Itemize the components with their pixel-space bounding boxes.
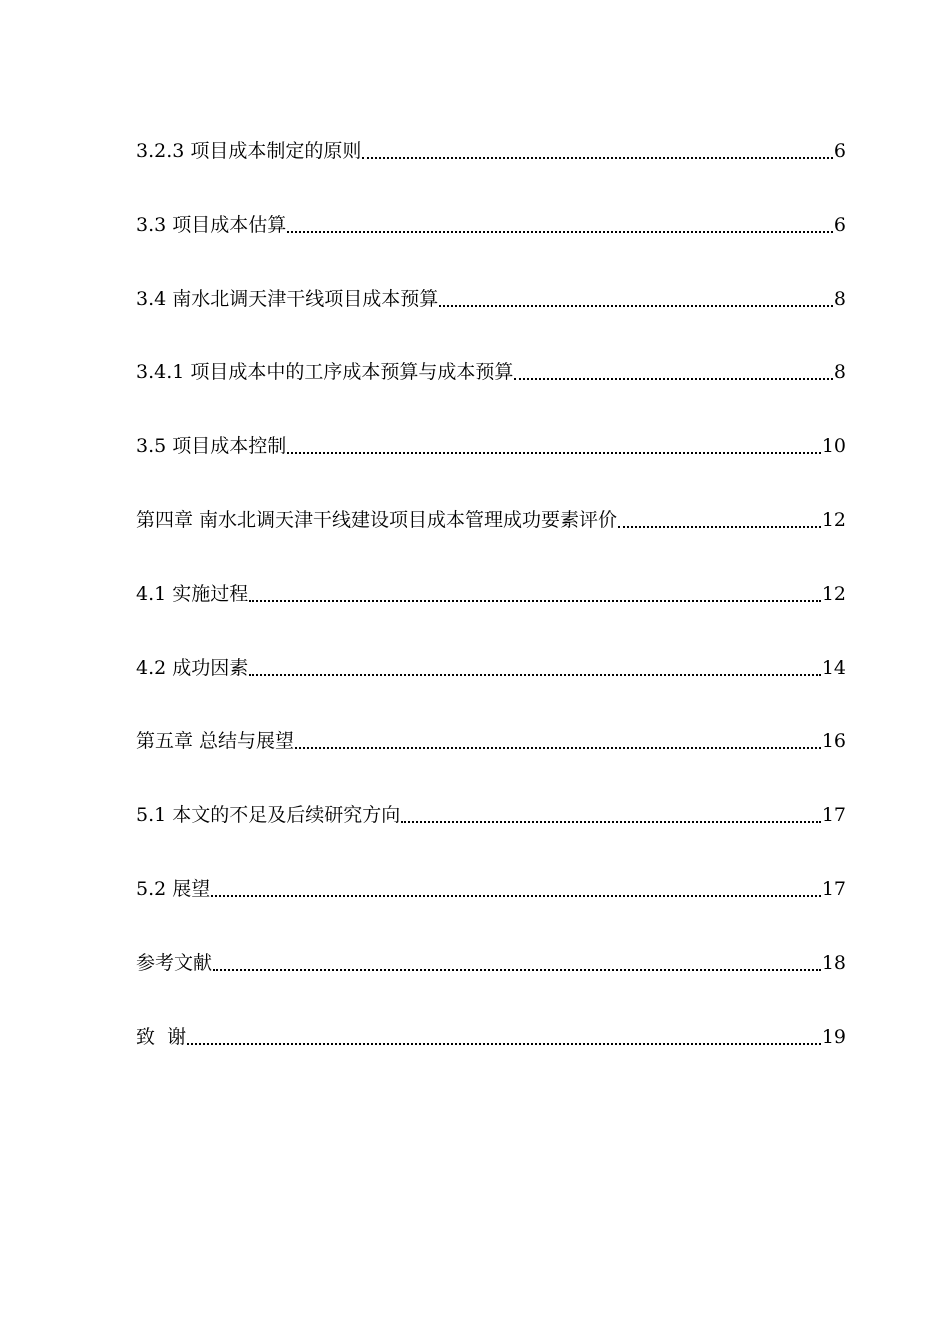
toc-dot-leader: [514, 378, 833, 380]
toc-entry[interactable]: [136, 281, 846, 317]
toc-entry-page: 14: [821, 656, 846, 679]
toc-entry-title: 3.4 南水北调天津干线项目成本预算: [136, 287, 439, 310]
toc-entry-title: 致 谢: [136, 1025, 187, 1048]
toc-entry-title: 4.2 成功因素: [136, 656, 249, 679]
toc-dot-leader: [439, 305, 833, 307]
toc-entry-page: 6: [833, 213, 846, 236]
toc-dot-leader: [618, 526, 821, 528]
toc-entry[interactable]: [136, 207, 846, 243]
toc-entry-title: 5.2 展望: [136, 877, 211, 900]
toc-entry-page: 8: [833, 361, 846, 384]
toc-entry-page: 18: [821, 951, 846, 974]
toc-entry-page: 16: [821, 730, 846, 753]
toc-entry-title: 3.3 项目成本估算: [136, 213, 287, 236]
toc-entry-page: 12: [821, 508, 846, 531]
toc-entry-page: 6: [833, 140, 846, 162]
toc-entry[interactable]: [136, 723, 846, 759]
toc-entry-title: 参考文献: [136, 951, 213, 974]
toc-entry-page: 10: [821, 435, 846, 458]
toc-entry-page: 8: [833, 287, 846, 310]
toc-entry-title: 3.5 项目成本控制: [136, 435, 287, 458]
toc-dot-leader: [287, 452, 821, 454]
toc-entry-title: 4.1 实施过程: [136, 582, 249, 605]
toc-entry-title: 第五章 总结与展望: [136, 730, 295, 753]
toc-entry-title: 第四章 南水北调天津干线建设项目成本管理成功要素评价: [136, 508, 618, 531]
toc-entry-page: 17: [821, 877, 846, 900]
toc-entry[interactable]: [136, 133, 846, 169]
toc-entry-page: 17: [821, 804, 846, 827]
toc-entry[interactable]: [136, 428, 846, 464]
toc-entry-title: 3.2.3 项目成本制定的原则: [136, 140, 362, 162]
toc-dot-leader: [187, 1043, 821, 1045]
toc-entry[interactable]: [136, 945, 846, 981]
toc-entry[interactable]: [136, 1019, 846, 1055]
toc-entry-title: 3.4.1 项目成本中的工序成本预算与成本预算: [136, 361, 514, 384]
toc-entry[interactable]: [136, 502, 846, 538]
toc-entry-title: 5.1 本文的不足及后续研究方向: [136, 804, 401, 827]
table-of-contents: [136, 133, 846, 1092]
toc-entry[interactable]: [136, 871, 846, 907]
toc-entry-page: 12: [821, 582, 846, 605]
toc-entry[interactable]: [136, 797, 846, 833]
toc-dot-leader: [249, 600, 821, 602]
toc-dot-leader: [249, 674, 821, 676]
toc-dot-leader: [213, 969, 821, 971]
toc-dot-leader: [295, 747, 821, 749]
toc-dot-leader: [211, 895, 821, 897]
toc-entry-page: 19: [821, 1025, 846, 1048]
toc-dot-leader: [287, 231, 833, 233]
toc-entry[interactable]: [136, 354, 846, 390]
toc-dot-leader: [362, 157, 833, 159]
toc-entry[interactable]: [136, 576, 846, 612]
toc-entry[interactable]: [136, 650, 846, 686]
toc-dot-leader: [401, 821, 821, 823]
